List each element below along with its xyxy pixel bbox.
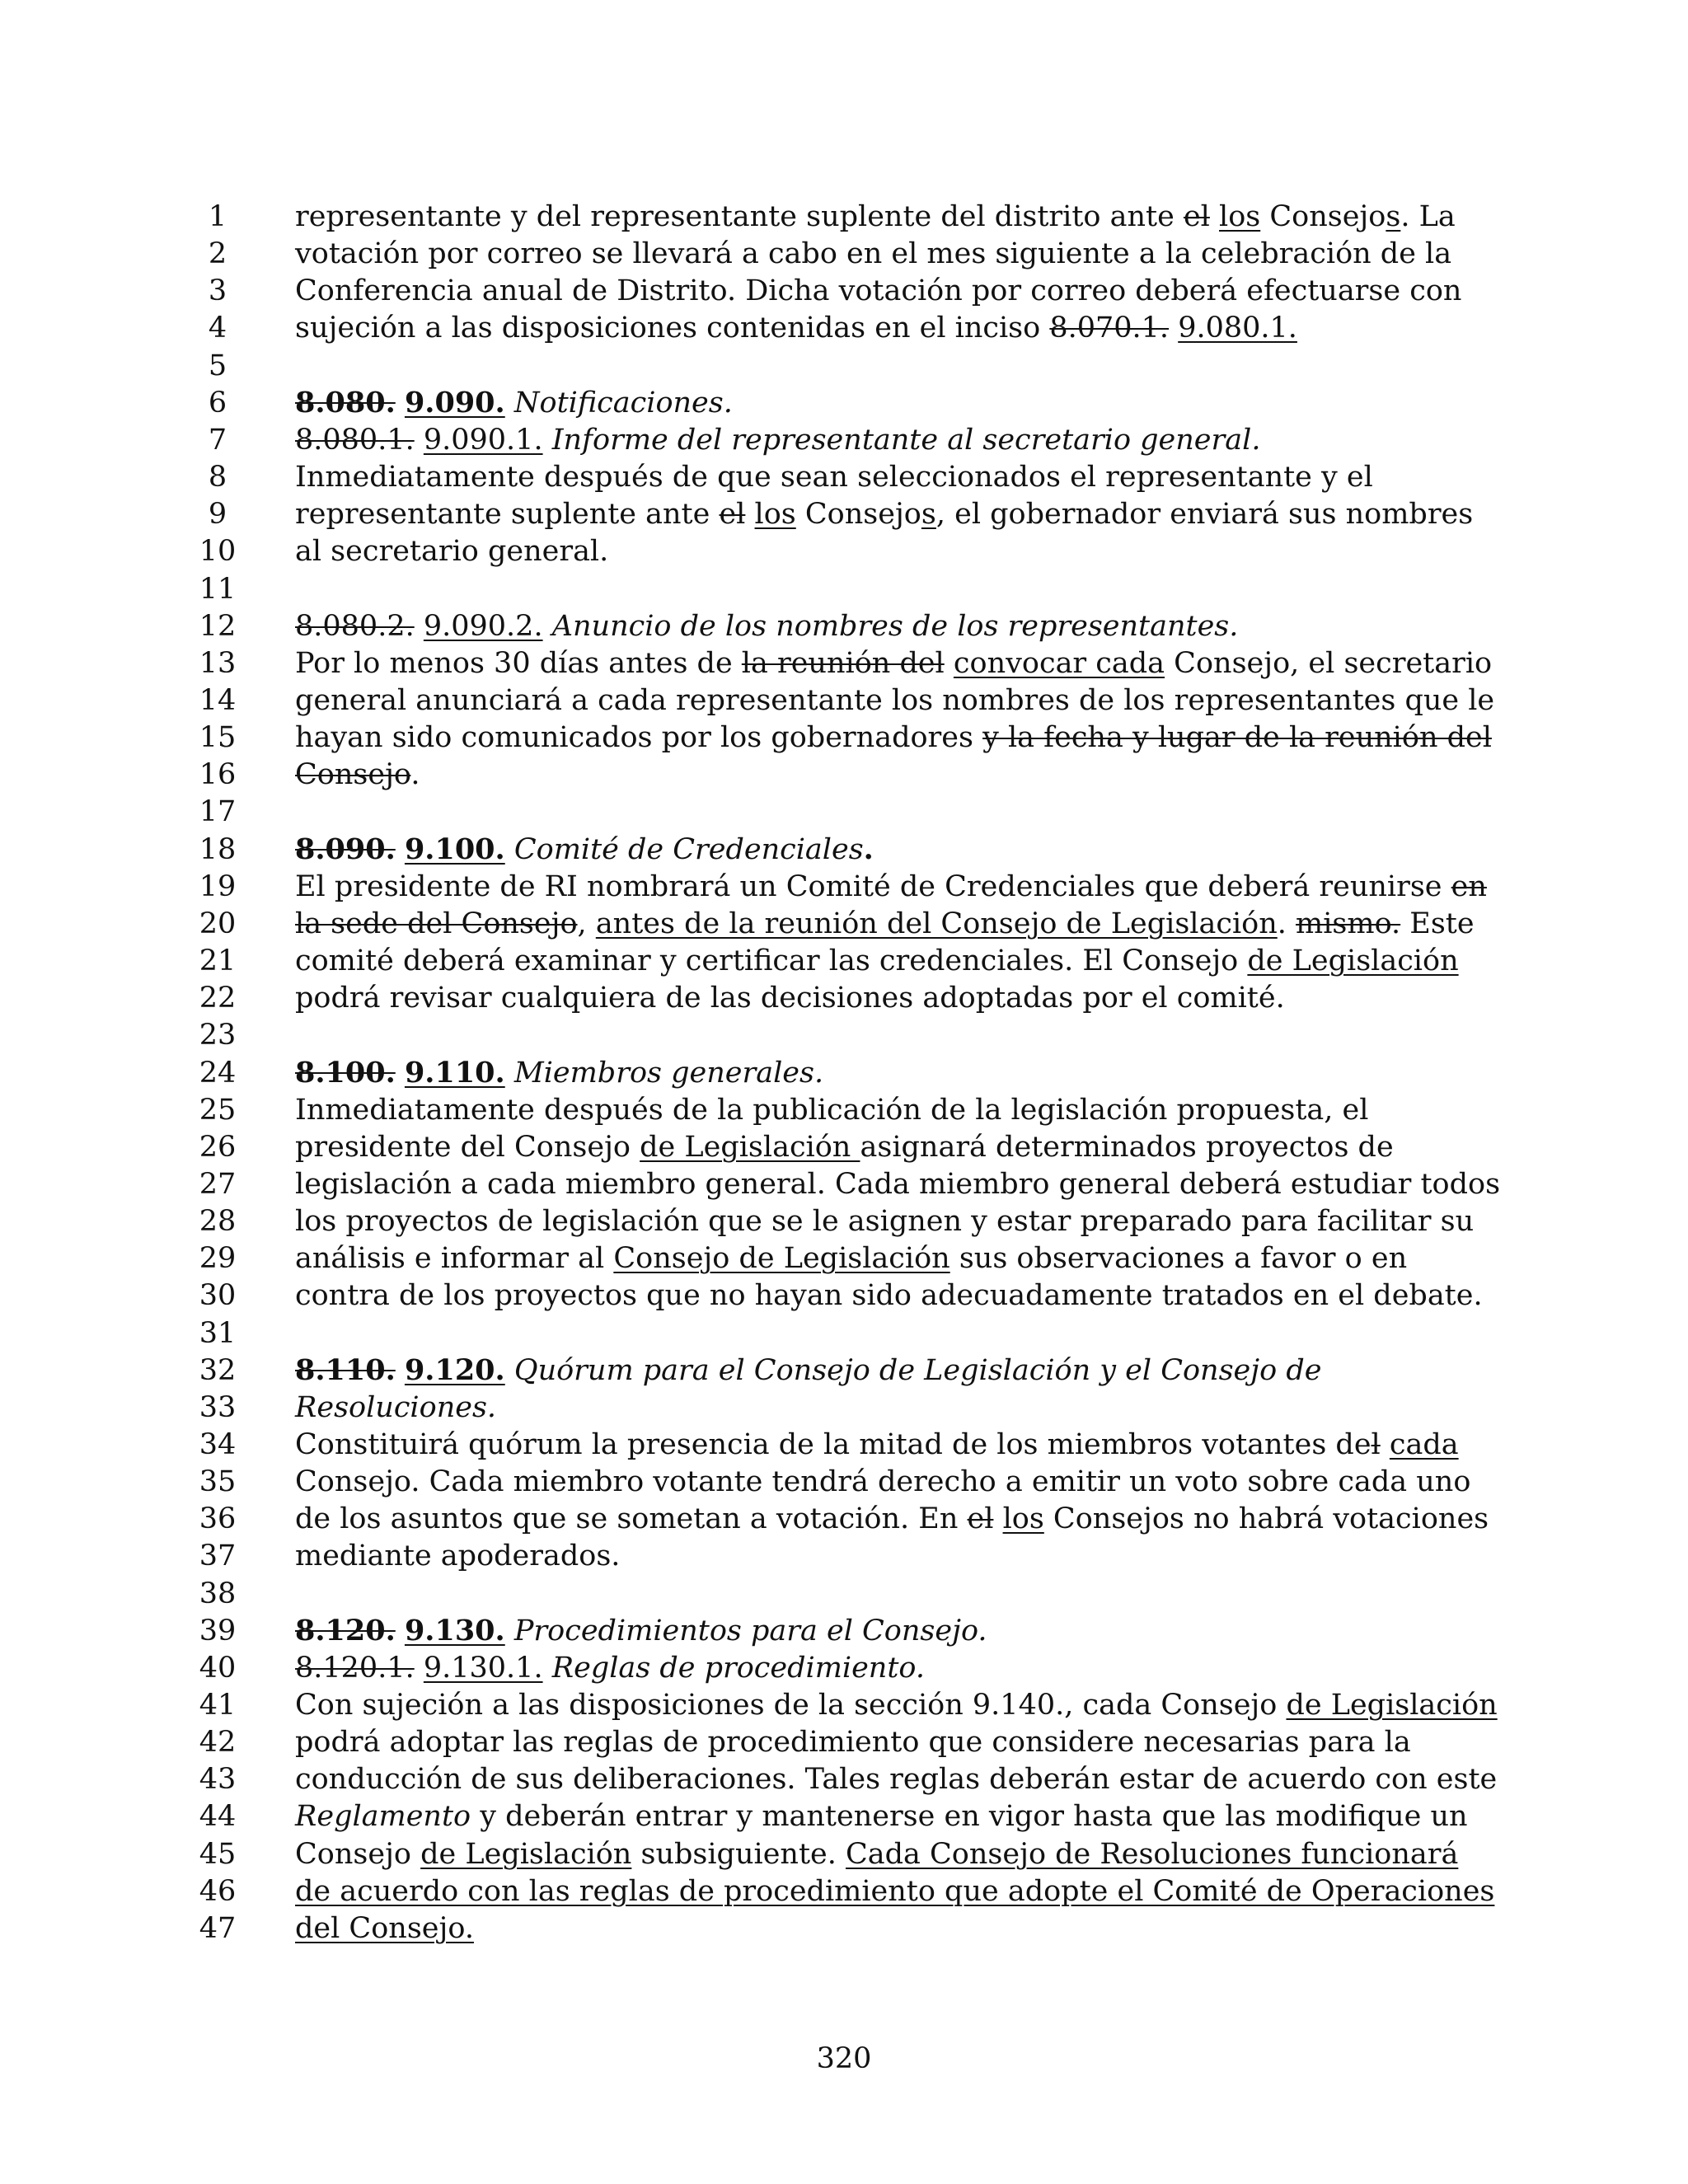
line-number: 14 <box>199 683 237 717</box>
text-segment: Conferencia anual de Distrito. Dicha votación por correo deberá efectuarse con <box>295 274 1462 308</box>
text-segment: sus observaciones a favor o en <box>950 1242 1408 1276</box>
text-segment: podrá revisar cualquiera de las decisiones adoptadas por el comité. <box>295 982 1285 1015</box>
document-line <box>0 1723 1688 1761</box>
line-text <box>295 1910 474 1947</box>
deleted-text: en <box>1451 869 1487 903</box>
line-text <box>295 756 420 794</box>
line-text <box>295 1202 1474 1240</box>
deleted-text: 8.110. <box>295 1352 396 1387</box>
document-line <box>0 384 1688 422</box>
text-segment: . <box>863 832 874 866</box>
text-segment: Inmediatamente después de la publicación de la legislación propuesta, el <box>295 1093 1369 1127</box>
deleted-text: Consejo <box>295 758 411 792</box>
text-segment: . <box>1277 907 1296 940</box>
document-line <box>0 868 1688 906</box>
line-number: 37 <box>199 1540 237 1573</box>
text-segment: los proyectos de legislación que se le asignen y estar preparado para facilitar su <box>295 1205 1475 1238</box>
deleted-text: 8.080. <box>295 385 396 419</box>
line-text <box>295 1797 1468 1835</box>
line-number: 42 <box>199 1726 237 1760</box>
document-line <box>0 1612 1688 1650</box>
text-segment: comité deberá examinar y certificar las credenciales. El Consejo <box>295 944 1248 977</box>
line-text <box>295 309 1297 347</box>
line-text <box>295 532 608 570</box>
line-number: 19 <box>199 869 237 903</box>
line-number: 18 <box>199 832 237 866</box>
line-text <box>295 905 1475 943</box>
document-line <box>0 1389 1688 1427</box>
inserted-text: cada <box>1389 1428 1459 1461</box>
inserted-text: de Legislación <box>640 1130 860 1164</box>
document-line <box>0 979 1688 1017</box>
text-segment: Reglamento <box>295 1800 471 1834</box>
document-line <box>0 1649 1688 1687</box>
line-text <box>295 1537 620 1575</box>
line-text <box>295 644 1492 682</box>
text-segment <box>415 610 424 643</box>
text-segment <box>1381 1428 1390 1461</box>
inserted-text: del Consejo. <box>295 1911 474 1945</box>
inserted-text: Cada Consejo de Resoluciones funcionará <box>845 1837 1459 1871</box>
line-number: 10 <box>199 535 237 569</box>
inserted-text: s <box>921 498 936 532</box>
text-segment <box>505 387 514 419</box>
inserted-text: antes de la reunión del Consejo de Legislación <box>595 907 1278 940</box>
text-segment: Consejo <box>295 1837 421 1871</box>
inserted-text: de acuerdo con las reglas de procedimiento que adopte el Comité de Operaciones <box>295 1874 1495 1908</box>
line-number: 12 <box>199 609 237 643</box>
line-number: 1 <box>208 200 227 233</box>
line-text <box>295 1352 1321 1390</box>
line-number: 26 <box>199 1130 237 1164</box>
text-segment <box>543 424 552 457</box>
line-text <box>295 868 1487 906</box>
document-line <box>0 1686 1688 1724</box>
text-segment: Comité de Credenciales <box>513 832 864 866</box>
text-segment: Este <box>1400 907 1475 940</box>
inserted-text: Consejo de Legislación <box>613 1242 950 1276</box>
text-segment: votación por correo se llevará a cabo en el mes siguiente a la celebración de la <box>295 237 1452 271</box>
text-segment: El presidente de RI nombrará un Comité de Credenciales que deberá reunirse <box>295 869 1451 903</box>
line-text <box>295 682 1494 719</box>
line-number: 21 <box>199 944 237 977</box>
inserted-text: los <box>754 498 796 532</box>
line-number: 47 <box>199 1911 237 1945</box>
line-number: 6 <box>208 386 227 419</box>
line-text <box>295 384 733 422</box>
deleted-text: 8.080.2. <box>295 609 415 643</box>
text-segment: Notificaciones. <box>513 386 733 419</box>
line-number: 44 <box>199 1800 237 1834</box>
text-segment: análisis e informar al <box>295 1242 614 1276</box>
deleted-text: mismo. <box>1296 907 1401 940</box>
line-text <box>295 1054 823 1092</box>
text-segment <box>505 1057 514 1090</box>
inserted-text: los <box>1219 200 1261 233</box>
document-line <box>0 1537 1688 1575</box>
document-line <box>0 607 1688 645</box>
deleted-text: 8.100. <box>295 1055 396 1090</box>
text-segment: Resoluciones. <box>295 1390 497 1424</box>
text-segment <box>415 1652 424 1685</box>
text-segment: Consejo <box>795 498 921 532</box>
text-segment: general anunciará a cada representante los nombres de los representantes que le <box>295 683 1495 717</box>
text-segment: representante suplente ante <box>295 498 720 532</box>
text-segment: al secretario general. <box>295 535 609 569</box>
line-text <box>295 1277 1483 1315</box>
text-segment: Consejo, el secretario <box>1165 646 1493 680</box>
line-number: 17 <box>199 795 237 829</box>
text-segment <box>505 833 514 866</box>
inserted-text: 9.090.1. <box>423 423 543 457</box>
text-segment <box>543 610 552 643</box>
inserted-text: 9.120. <box>404 1352 505 1387</box>
text-segment: Con sujeción a las disposiciones de la sección 9.140., cada Consejo <box>295 1689 1287 1722</box>
inserted-text: 9.080.1. <box>1178 312 1297 345</box>
line-number: 32 <box>199 1353 237 1387</box>
deleted-text: 8.090. <box>295 832 396 866</box>
line-text <box>295 1500 1489 1538</box>
inserted-text: de Legislación <box>1247 944 1459 977</box>
line-number: 9 <box>208 498 227 532</box>
text-segment: Reglas de procedimiento. <box>551 1651 925 1685</box>
line-text <box>295 979 1285 1017</box>
line-text <box>295 1649 925 1687</box>
line-number: 7 <box>208 423 227 457</box>
document-line <box>0 719 1688 757</box>
document-line <box>0 1797 1688 1835</box>
text-segment: de los asuntos que se sometan a votación. En <box>295 1502 968 1536</box>
line-text <box>295 1426 1459 1464</box>
document-line <box>0 682 1688 719</box>
line-text <box>295 458 1373 496</box>
document-line <box>0 644 1688 682</box>
line-number: 4 <box>208 312 227 345</box>
deleted-text: la sede del Consejo <box>295 907 578 940</box>
line-text <box>295 1165 1500 1203</box>
inserted-text: 9.130. <box>404 1613 505 1647</box>
line-number: 43 <box>199 1763 237 1797</box>
inserted-text: convocar cada <box>953 646 1165 680</box>
text-segment: Inmediatamente después de que sean seleccionados el representante y el <box>295 461 1373 494</box>
line-text <box>295 607 1238 645</box>
deleted-text: l <box>1371 1428 1381 1461</box>
line-number: 5 <box>208 349 227 382</box>
document-line <box>0 1575 1688 1613</box>
inserted-text: 9.110. <box>404 1055 505 1090</box>
line-number: 28 <box>199 1205 237 1238</box>
line-number: 13 <box>199 646 237 680</box>
line-number: 39 <box>199 1614 237 1647</box>
inserted-text: de Legislación <box>1286 1689 1498 1722</box>
document-line <box>0 793 1688 831</box>
text-segment <box>505 1615 514 1647</box>
document-line <box>0 1352 1688 1390</box>
document-line <box>0 309 1688 347</box>
deleted-text: 8.080.1. <box>295 423 415 457</box>
text-segment <box>396 387 405 419</box>
document-line <box>0 1835 1688 1873</box>
line-text <box>295 1091 1368 1129</box>
text-segment <box>505 1354 514 1387</box>
line-text <box>295 421 1260 459</box>
document-line <box>0 756 1688 794</box>
document-line <box>0 458 1688 496</box>
text-segment <box>745 498 754 531</box>
text-segment: Miembros generales. <box>513 1056 824 1090</box>
text-segment: presidente del Consejo <box>295 1130 640 1164</box>
text-segment: Procedimientos para el Consejo. <box>513 1614 987 1647</box>
line-number: 36 <box>199 1502 237 1536</box>
text-segment: , el gobernador enviará sus nombres <box>935 498 1474 532</box>
text-segment: Consejo. Cada miembro votante tendrá derecho a emitir un voto sobre cada uno <box>295 1465 1471 1499</box>
text-segment: Informe del representante al secretario general. <box>551 423 1261 457</box>
deleted-text: el <box>1183 200 1210 233</box>
line-text <box>295 272 1461 310</box>
deleted-text: 8.070.1. <box>1049 312 1170 345</box>
document-line <box>0 1277 1688 1315</box>
text-segment: conducción de sus deliberaciones. Tales reglas deberán estar de acuerdo con este <box>295 1763 1498 1797</box>
deleted-text: el <box>719 498 746 532</box>
document-line <box>0 272 1688 310</box>
text-segment: Por lo menos 30 días antes de <box>295 646 742 680</box>
deleted-text: 8.120. <box>295 1613 396 1647</box>
document-line <box>0 1165 1688 1203</box>
inserted-text: s <box>1386 200 1401 233</box>
text-segment: sujeción a las disposiciones contenidas en el inciso <box>295 312 1050 345</box>
document-line <box>0 495 1688 533</box>
line-text <box>295 198 1456 236</box>
document-line <box>0 831 1688 869</box>
document-line <box>0 1315 1688 1352</box>
document-line <box>0 198 1688 236</box>
inserted-text: de Legislación <box>420 1837 632 1871</box>
line-number: 24 <box>199 1056 237 1090</box>
inserted-text: 9.130.1. <box>423 1651 543 1685</box>
inserted-text: 9.090. <box>404 385 505 419</box>
text-segment: podrá adoptar las reglas de procedimiento que considere necesarias para la <box>295 1726 1411 1760</box>
document-line <box>0 347 1688 385</box>
line-number: 3 <box>208 274 227 308</box>
line-number: 40 <box>199 1651 237 1685</box>
line-number: 25 <box>199 1093 237 1127</box>
text-segment: . <box>410 758 420 792</box>
text-segment <box>396 833 405 866</box>
line-text <box>295 719 1492 757</box>
deleted-text: 8.120.1. <box>295 1651 415 1685</box>
document-line <box>0 1128 1688 1166</box>
line-text <box>295 495 1473 533</box>
text-segment <box>396 1354 405 1387</box>
line-number: 33 <box>199 1390 237 1424</box>
line-number: 34 <box>199 1428 237 1461</box>
text-segment <box>993 1502 1002 1535</box>
inserted-text: los <box>1002 1502 1044 1536</box>
text-segment: hayan sido comunicados por los gobernadores <box>295 721 983 755</box>
line-number: 38 <box>199 1577 237 1610</box>
document-line <box>0 235 1688 273</box>
line-text <box>295 1612 987 1650</box>
text-segment: , <box>577 907 596 940</box>
document-line <box>0 570 1688 608</box>
line-text <box>295 1686 1498 1724</box>
line-number: 23 <box>199 1019 237 1052</box>
text-segment <box>396 1057 405 1090</box>
document-line <box>0 1091 1688 1129</box>
line-text <box>295 942 1459 980</box>
line-number: 11 <box>199 572 237 606</box>
line-number: 45 <box>199 1837 237 1871</box>
line-number: 29 <box>199 1242 237 1276</box>
document-line <box>0 1760 1688 1798</box>
line-number: 15 <box>199 721 237 755</box>
text-segment: legislación a cada miembro general. Cada miembro general deberá estudiar todos <box>295 1167 1501 1201</box>
line-text <box>295 235 1451 273</box>
text-segment: Consejo <box>1260 200 1386 233</box>
line-number: 31 <box>199 1316 237 1350</box>
document-line <box>0 1202 1688 1240</box>
document-line <box>0 1240 1688 1277</box>
inserted-text: 9.090.2. <box>423 609 543 643</box>
line-text <box>295 831 874 869</box>
text-segment: subsiguiente. <box>631 1837 846 1871</box>
text-segment: Constituirá quórum la presencia de la mitad de los miembros votantes de <box>295 1428 1372 1461</box>
text-segment: Consejos no habrá votaciones <box>1043 1502 1489 1536</box>
line-text <box>295 1760 1497 1798</box>
text-segment <box>1210 200 1219 233</box>
text-segment <box>1169 312 1178 344</box>
line-text <box>295 1389 496 1427</box>
line-text <box>295 1835 1458 1873</box>
text-segment: . La <box>1400 200 1456 233</box>
text-segment <box>945 647 954 680</box>
document-line <box>0 421 1688 459</box>
document-line <box>0 1910 1688 1947</box>
line-number: 27 <box>199 1167 237 1201</box>
document-line <box>0 1500 1688 1538</box>
document-line <box>0 1426 1688 1464</box>
text-segment: Quórum para el Consejo de Legislación y el Consejo de <box>513 1353 1322 1387</box>
document-line <box>0 1054 1688 1092</box>
text-segment <box>415 424 424 457</box>
deleted-text: y la fecha y lugar de la reunión del <box>982 721 1492 755</box>
line-number: 20 <box>199 907 237 940</box>
line-number: 22 <box>199 982 237 1015</box>
line-text <box>295 1463 1470 1501</box>
text-segment <box>543 1652 552 1685</box>
text-segment: Anuncio de los nombres de los representantes. <box>551 609 1239 643</box>
document-line <box>0 942 1688 980</box>
deleted-text: el <box>967 1502 994 1536</box>
deleted-text: la reunión del <box>741 646 945 680</box>
line-number: 2 <box>208 237 227 271</box>
line-number: 46 <box>199 1874 237 1908</box>
document-line <box>0 1872 1688 1910</box>
document-line <box>0 1016 1688 1054</box>
text-segment: asignará determinados proyectos de <box>860 1130 1394 1164</box>
document-line <box>0 1463 1688 1501</box>
line-text <box>295 1723 1411 1761</box>
line-number: 30 <box>199 1279 237 1313</box>
line-number: 41 <box>199 1689 237 1722</box>
line-text <box>295 1240 1407 1277</box>
line-text <box>295 1128 1394 1166</box>
document-line <box>0 532 1688 570</box>
line-number: 8 <box>208 461 227 494</box>
text-segment: mediante apoderados. <box>295 1540 621 1573</box>
document-line <box>0 905 1688 943</box>
line-text <box>295 1872 1494 1910</box>
text-segment: representante y del representante suplente del distrito ante <box>295 200 1184 233</box>
line-number: 35 <box>199 1465 237 1499</box>
inserted-text: 9.100. <box>404 832 505 866</box>
text-segment <box>396 1615 405 1647</box>
text-segment: contra de los proyectos que no hayan sido adecuadamente tratados en el debate. <box>295 1279 1483 1313</box>
text-segment: y deberán entrar y mantenerse en vigor hasta que las modifique un <box>471 1800 1468 1834</box>
page-number: 320 <box>816 2042 872 2075</box>
line-number: 16 <box>199 758 237 792</box>
